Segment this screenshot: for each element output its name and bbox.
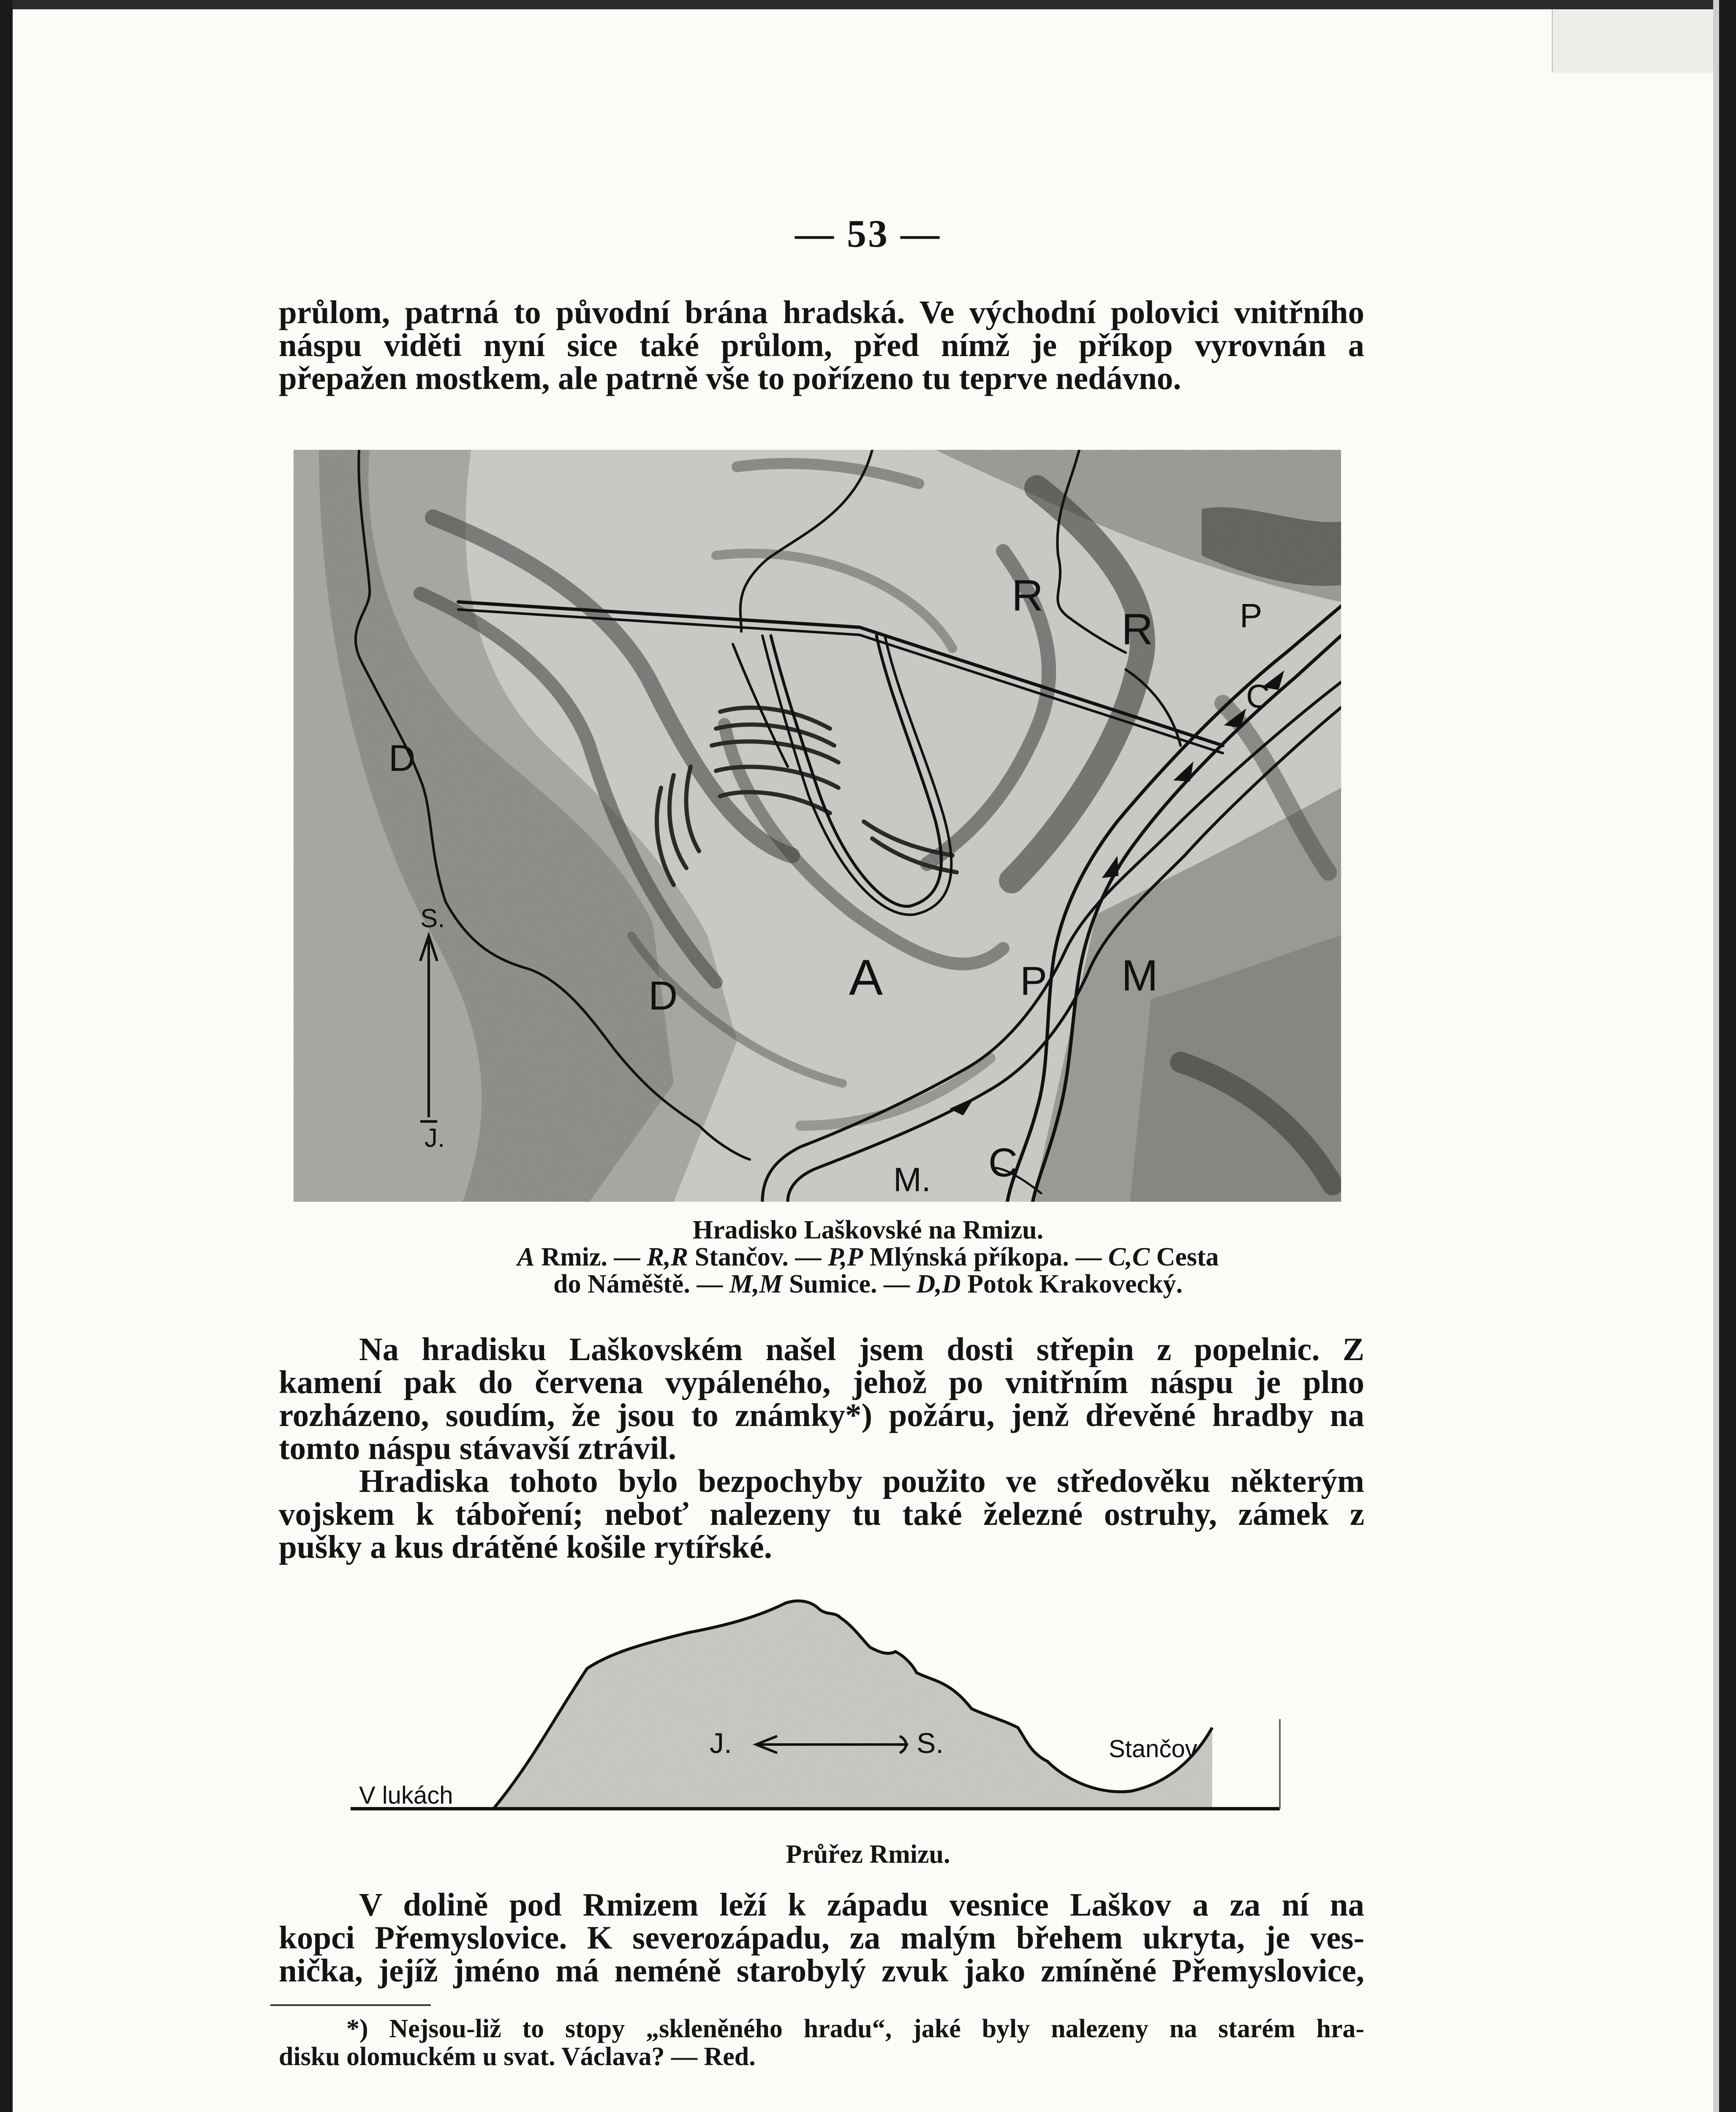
text-line: průlom, patrná to původní brána hradská. Ve východní polovici vnitřního [279,294,1364,330]
text-line: rozházeno, soudím, že jsou to známky*) požáru, jenž dřevěné hradby na [279,1397,1364,1433]
hillfort-map [294,450,1341,1202]
map-label-p: P [1240,597,1263,634]
profile-label-south: J. [710,1727,732,1759]
scan-left-edge [0,0,13,2112]
map-label-m: M. [893,1161,931,1198]
page-corner [1552,9,1713,73]
paragraph-2 [279,1333,1364,1563]
map-label-r: R [1121,605,1154,654]
paragraph-3 [279,1888,1364,1987]
map-label-d: D [648,973,678,1018]
text-line: V dolině pod Rmizem leží k západu vesnice Laškov a za ní na [359,1886,1364,1923]
map-label-m: M [1121,951,1158,1000]
text-line: tomto náspu stávavší ztrávil. [279,1430,677,1466]
text-line: vojskem k táboření; neboť nalezeny tu také železné ostruhy, zámek z [279,1496,1364,1532]
map-caption [0,1217,1736,1298]
footnote-line: disku olomuckém u svat. Václava? — Red. [279,2042,756,2071]
text-line: Hradiska tohoto bylo bezpochyby použito ve středověku některým [359,1463,1364,1499]
map-caption-legend-1: A Rmiz. — R,R Stančov. — P,P Mlýnská příkopa. — C,C Cesta [517,1243,1219,1271]
scan-right-inner-edge [1713,0,1719,2112]
map-label-c: C [1246,678,1270,715]
scan-right-edge [1719,0,1736,2112]
map-label-p: P [1020,958,1048,1004]
text-line: Na hradisku Laškovském našel jsem dosti střepin z popelnic. Z [359,1331,1364,1367]
text-line: přepažen mostkem, ale patrně vše to pořízeno tu teprve nedávno. [279,360,1181,396]
page-number: — 53 — [795,212,941,255]
map-label-a: A [849,949,883,1006]
profile-label-v-lukach: V lukách [359,1782,453,1809]
text-line: náspu viděti nyní sice také průlom, před nímž je příkop vyrovnán a [279,327,1364,363]
map-label-d: D [389,737,416,779]
map-label-c: C [988,1140,1018,1185]
paragraph-1 [279,296,1364,395]
profile-label-stancov: Stančov [1109,1735,1197,1763]
footnote [279,2015,1364,2071]
footnote-line: *) Nejsou-liž to stopy „skleněného hradu“, jaké byly nalezeny na starém hra- [346,2014,1364,2043]
map-label-south: J. [424,1124,445,1153]
text-line: nička, jejíž jméno má neméně starobylý zvuk jako zmíněné Přemyslovice, [279,1952,1364,1989]
map-label-r: R [1012,571,1044,620]
scan-top-edge [0,0,1736,9]
cross-section-profile [351,1592,1297,1821]
text-line: kamení pak do červena vypáleného, jehož po vnitřním náspu je plno [279,1364,1364,1400]
map-caption-legend-2: do Náměště. — M,M Sumice. — D,D Potok Krakovecký. [553,1270,1183,1298]
footnote-rule [270,2004,431,2006]
profile-caption: Průřez Rmizu. [786,1840,950,1869]
map-label-north: S. [420,904,445,933]
text-line: kopci Přemyslovice. K severozápadu, za malým břehem ukryta, je ves- [279,1919,1364,1956]
text-line: pušky a kus drátěné košile rytířské. [279,1529,772,1565]
profile-label-north: S. [917,1727,944,1759]
map-caption-title: Hradisko Laškovské na Rmizu. [692,1216,1044,1244]
